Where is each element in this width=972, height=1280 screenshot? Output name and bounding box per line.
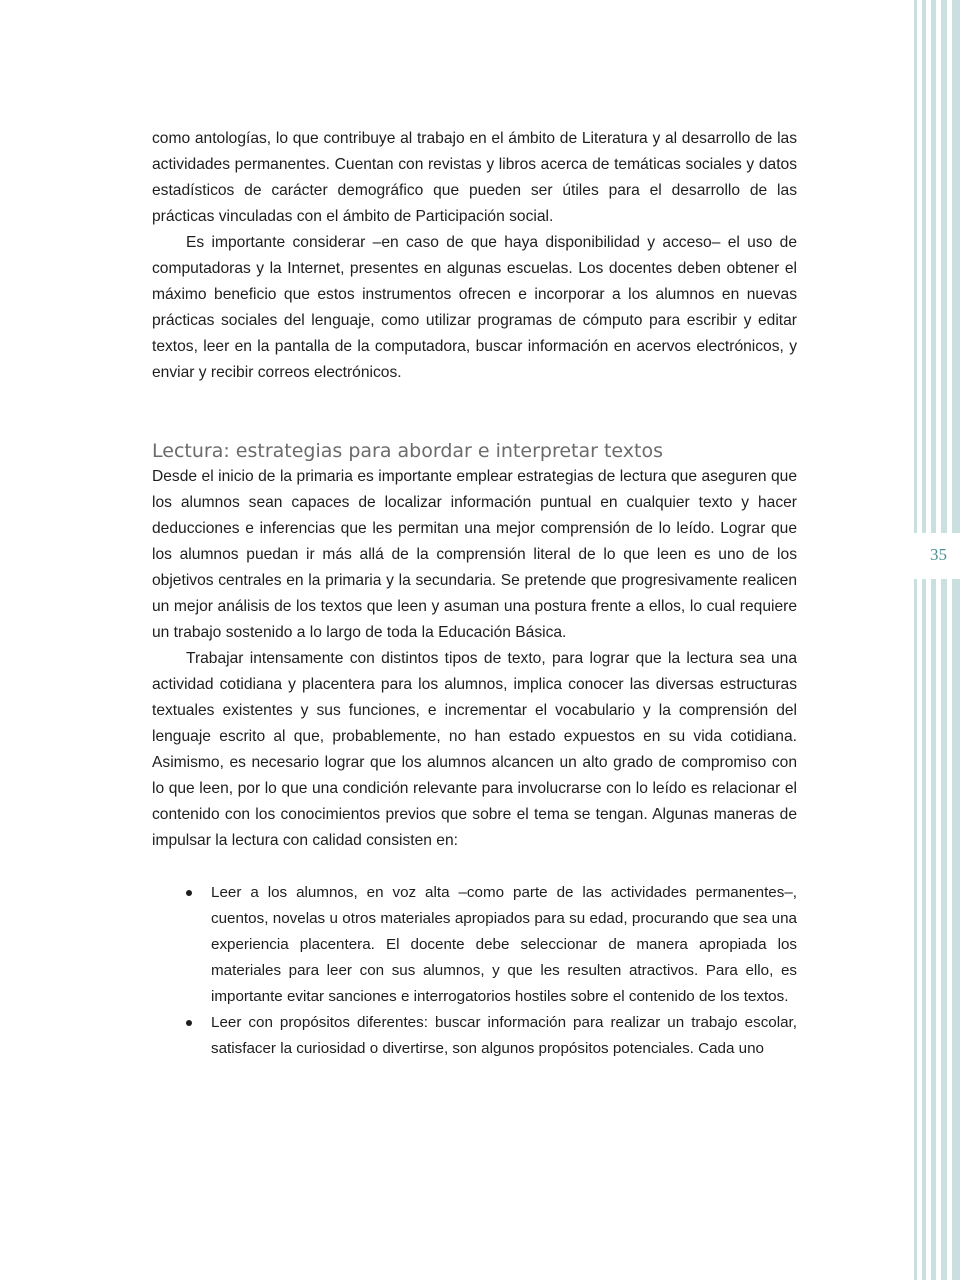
margin-stripe-1 (914, 0, 917, 1280)
list-item-text: Leer con propósitos diferentes: buscar información para realizar un trabajo escolar, satisfacer la curiosidad o divertirse, son algunos propósitos potenciales. Cada uno (211, 1014, 797, 1057)
margin-stripe-5 (952, 0, 960, 1280)
margin-stripe-3 (931, 0, 936, 1280)
list-item (152, 880, 797, 1010)
margin-stripe-2 (922, 0, 926, 1280)
list-item (152, 1010, 797, 1062)
bullet-list (152, 880, 797, 1062)
section-paragraph-1: Desde el inicio de la primaria es importante emplear estrategias de lectura que aseguren que los alumnos sean capaces de localizar información puntual en cualquier texto y hacer deducciones e inferencias que les permitan una mejor comprensión de lo leído. Lograr que los alumnos puedan ir más allá de la comprensión literal de lo que leen es uno de los objetivos centrales en la primaria y la secundaria. Se pretende que progresivamente realicen un mejor análisis de los textos que leen y asuman una postura frente a ellos, lo cual requiere un trabajo sostenido a lo largo de toda la Educación Básica. (152, 468, 797, 641)
page-number: 35 (930, 545, 947, 564)
page-body (152, 126, 797, 1062)
bullet-icon (186, 890, 192, 896)
margin-stripe-4 (941, 0, 947, 1280)
list-item-text: Leer a los alumnos, en voz alta –como parte de las actividades permanentes–, cuentos, novelas u otros materiales apropiados para su edad, procurando que sea una experiencia placentera. El docente debe seleccionar de manera apropiada los materiales para leer con sus alumnos, y que les resulten atractivos. Para ello, es importante evitar sanciones e interrogatorios hostiles sobre el contenido de los textos. (211, 884, 797, 1005)
paragraph-top-1: como antologías, lo que contribuye al trabajo en el ámbito de Literatura y al desarrollo de las actividades permanentes. Cuentan con revistas y libros acerca de temáticas sociales y datos estadísticos de carácter demográfico que pueden ser útiles para el desarrollo de las prácticas vinculadas con el ámbito de Participación social. (152, 130, 797, 225)
bullet-icon (186, 1020, 192, 1026)
section-heading: Lectura: estrategias para abordar e interpretar textos (152, 440, 663, 462)
paragraph-top-2: Es importante considerar –en caso de que haya disponibilidad y acceso– el uso de computadoras y la Internet, presentes en algunas escuelas. Los docentes deben obtener el máximo beneficio que estos instrumentos ofrecen e incorporar a los alumnos en nuevas prácticas sociales del lenguaje, como utilizar programas de cómputo para escribir y editar textos, leer en la pantalla de la computadora, buscar información en acervos electrónicos, y enviar y recibir correos electrónicos. (152, 234, 797, 381)
section-paragraph-2: Trabajar intensamente con distintos tipos de texto, para lograr que la lectura sea una actividad cotidiana y placentera para los alumnos, implica conocer las diversas estructuras textuales existentes y sus funciones, e incrementar el vocabulario y la comprensión del lenguaje escrito al que, probablemente, no han estado expuestos en su vida cotidiana. Asimismo, es necesario lograr que los alumnos alcancen un alto grado de compromiso con lo que leen, por lo que una condición relevante para involucrarse con lo leído es relacionar el contenido con los conocimientos previos que sobre el tema se tengan. Algunas maneras de impulsar la lectura con calidad consisten en: (152, 650, 797, 849)
